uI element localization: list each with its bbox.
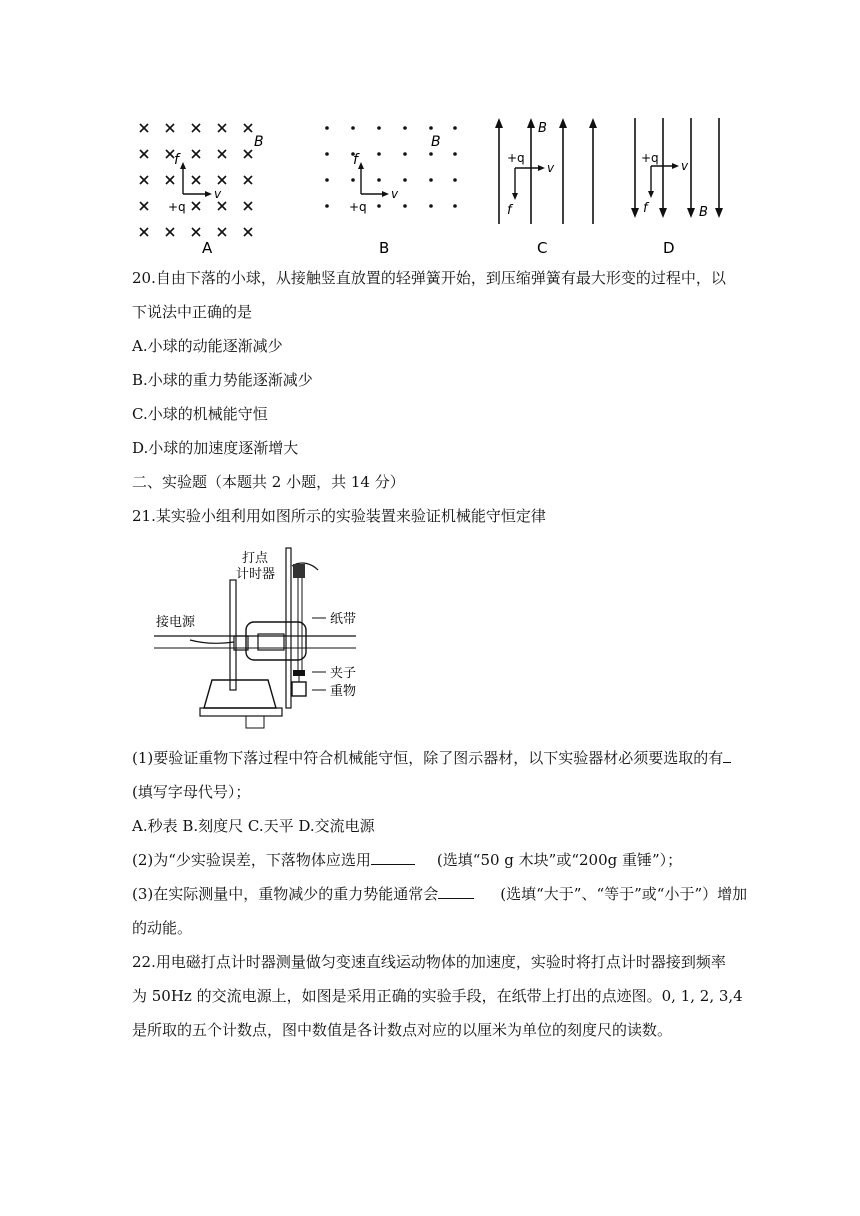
field-dot-mark [403,152,407,156]
q20-option-d: D.小球的加速度逐渐增大 [132,439,299,457]
q21-part3 [132,884,747,904]
figure-b-force-label: f [353,152,358,168]
q21-stem: 21.某实验小组利用如图所示的实验装置来验证机械能守恒定律 [132,507,546,525]
figure-b-field-label: B [431,134,441,150]
apparatus-label-clip: 夹子 [330,666,357,681]
magnetic-field-figures [130,108,730,258]
field-cross-mark [218,228,226,236]
field-dot-mark [377,178,381,182]
field-cross-mark [140,202,148,210]
q20-option-b: B.小球的重力势能逐渐减少 [132,371,313,389]
field-cross-mark [192,228,200,236]
figure-a-force-label: f [174,152,179,168]
apparatus-label-timer-1: 打点 [242,551,269,566]
field-dot-mark [429,204,433,208]
section-2-heading: 二、实验题（本题共 2 小题，共 14 分） [132,473,405,491]
field-cross-mark [244,176,252,184]
field-cross-mark [244,202,252,210]
figure-d-caption: D [663,239,675,257]
field-dot-mark [325,152,329,156]
apparatus-label-weight: 重物 [330,684,357,699]
figure-d-force-label: f [643,201,648,216]
field-dot-mark [325,126,329,130]
q21-part3-line2: 的动能。 [132,919,193,937]
field-cross-mark [166,228,174,236]
field-dot-mark [377,152,381,156]
q20-option-a: A.小球的动能逐渐减少 [132,337,283,355]
field-cross-mark [166,124,174,132]
field-dot-mark [429,178,433,182]
field-dot-mark [429,126,433,130]
field-dot-mark [351,178,355,182]
q21-part1-line2: (填写字母代号）； [132,783,251,801]
q21-part1-options: A.秒表 B.刻度尺 C.天平 D.交流电源 [132,817,375,835]
figure-b [315,108,465,258]
field-cross-mark [218,202,226,210]
figure-a-caption: A [202,239,213,257]
figure-b-caption: B [379,239,390,257]
figure-c-velocity-label: v [547,161,555,175]
q22-line2: 为 50Hz 的交流电源上，如图是采用正确的实验手段，在纸带上打出的点迹图。0, 1, 2, 3,4 [132,987,743,1005]
field-dot-mark [351,126,355,130]
field-cross-mark [192,150,200,158]
figure-c-charge-label: +q [507,151,525,165]
q22-line1: 22.用电磁打点计时器测量做匀变速直线运动物体的加速度，实验时将打点计时器接到频率 [132,953,726,971]
field-dot-mark [403,126,407,130]
field-cross-mark [140,176,148,184]
field-dot-mark [325,178,329,182]
field-cross-mark [192,202,200,210]
q21-part2-suffix: (选填“50 g 木块”或“200g 重锤”）； [436,851,683,869]
apparatus-label-tape: 纸带 [330,612,357,627]
field-dot-mark [377,204,381,208]
q20-option-c: C.小球的机械能守恒 [132,405,268,423]
figure-c-force-label: f [507,203,512,218]
figure-c-caption: C [537,239,548,257]
field-cross-mark [140,150,148,158]
field-dot-mark [403,178,407,182]
q21-part1-line1 [132,748,731,768]
field-cross-mark [244,124,252,132]
apparatus-label-power: 接电源 [156,615,196,630]
figure-a [130,108,290,258]
figure-b-charge-label: +q [349,200,367,214]
figure-d-charge-label: +q [641,151,659,165]
apparatus-figure [150,540,370,730]
q20-stem-line1: 20.自由下落的小球，从接触竖直放置的轻弹簧开始，到压缩弹簧有最大形变的过程中，以 [132,269,726,287]
q21-part2 [132,850,682,870]
q21-part2-blank [371,850,415,865]
figure-d-field-label: B [699,205,708,220]
field-dot-mark [453,204,457,208]
field-dot-mark [429,152,433,156]
q21-part3-blank [438,884,474,899]
q22-line3: 是所取的五个计数点，图中数值是各计数点对应的以厘米为单位的刻度尺的读数。 [132,1021,673,1039]
field-dot-mark [453,178,457,182]
q21-part1-blank [723,748,731,763]
figure-a-charge-label: +q [168,200,186,214]
figure-d-velocity-label: v [681,159,689,173]
figure-a-field-label: B [254,134,264,150]
field-dot-mark [377,126,381,130]
field-cross-mark [218,176,226,184]
field-cross-mark [244,150,252,158]
field-dot-mark [453,152,457,156]
figure-c [485,108,615,258]
field-cross-mark [140,228,148,236]
figure-b-velocity-label: v [391,187,399,201]
apparatus-label-timer-2: 计时器 [236,567,276,582]
field-cross-mark [192,176,200,184]
figure-d [625,108,735,258]
field-cross-mark [218,150,226,158]
field-dot-mark [325,204,329,208]
field-cross-mark [218,124,226,132]
figure-a-velocity-label: v [214,187,222,201]
q20-stem-line2: 下说法中正确的是 [132,303,253,321]
figure-c-field-label: B [538,121,547,136]
q21-part3-suffix: (选填“大于”、“等于”或“小于”）增加 [500,885,748,903]
field-cross-mark [244,228,252,236]
field-dot-mark [403,204,407,208]
field-cross-mark [166,150,174,158]
q21-part1-text: (1)要验证重物下落过程中符合机械能守恒，除了图示器材，以下实验器材必须要选取的有 [132,749,724,767]
field-cross-mark [192,124,200,132]
field-cross-mark [140,124,148,132]
field-cross-mark [166,176,174,184]
q21-part2-prefix: (2)为“少实验误差，下落物体应选用 [132,851,371,869]
field-dot-mark [453,126,457,130]
q21-part3-prefix: (3)在实际测量中，重物减少的重力势能通常会 [132,885,439,903]
